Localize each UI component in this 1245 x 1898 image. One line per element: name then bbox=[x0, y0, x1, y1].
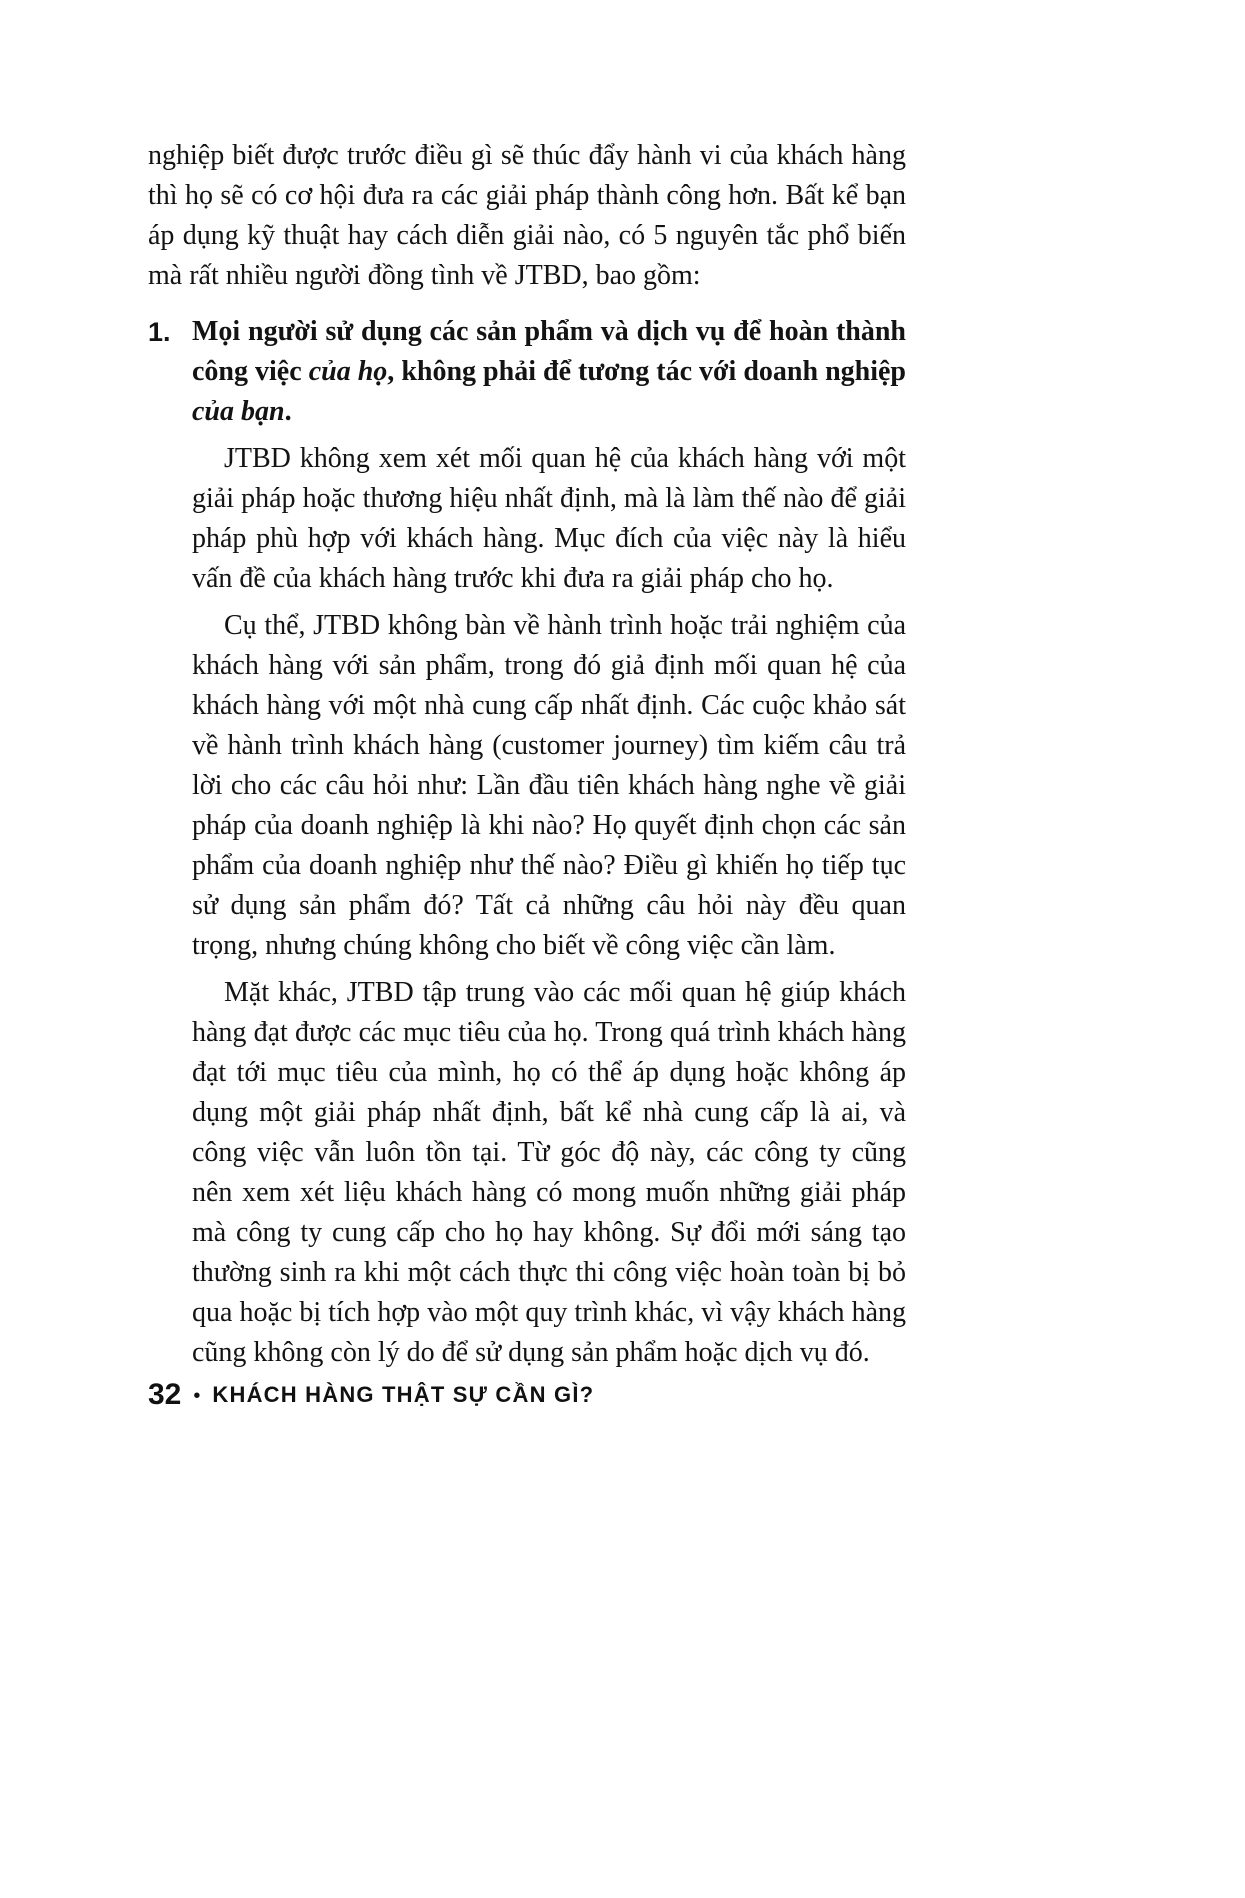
heading-text-3: . bbox=[284, 396, 292, 427]
heading-italic-1: của họ bbox=[308, 356, 388, 387]
page-footer bbox=[148, 1378, 594, 1412]
list-heading bbox=[192, 312, 906, 432]
list-number: 1. bbox=[148, 317, 171, 347]
heading-text-1: Mọi người sử dụng các sản phẩm và dịch vụ để hoàn thành công việc bbox=[192, 316, 906, 387]
body-paragraph: JTBD không xem xét mối quan hệ của khách hàng với một giải pháp hoặc thương hiệu nhất định, mà là làm thế nào để giải pháp phù hợp với khách hàng. Mục đích của việc này là hiểu vấn đề của khách hàng trước khi đưa ra giải pháp cho họ. bbox=[192, 443, 906, 594]
book-title: KHÁCH HÀNG THẬT SỰ CẦN GÌ? bbox=[212, 1382, 595, 1407]
heading-text-2: , không phải để tương tác với doanh nghiệp bbox=[387, 356, 906, 387]
page-number: 32 bbox=[148, 1378, 182, 1411]
numbered-list-item bbox=[148, 312, 906, 432]
footer-separator: • bbox=[193, 1384, 201, 1407]
body-paragraph: Cụ thể, JTBD không bàn về hành trình hoặc trải nghiệm của khách hàng với sản phẩm, trong đó giả định mối quan hệ của khách hàng với một nhà cung cấp nhất định. Các cuộc khảo sát về hành trình khách hàng (customer journey) tìm kiếm câu trả lời cho các câu hỏi như: Lần đầu tiên khách hàng nghe về giải pháp của doanh nghiệp là khi nào? Họ quyết định chọn các sản phẩm của doanh nghiệp như thế nào? Điều gì khiến họ tiếp tục sử dụng sản phẩm đó? Tất cả những câu hỏi này đều quan trọng, nhưng chúng không cho biết về công việc cần làm. bbox=[192, 610, 906, 961]
page-content bbox=[148, 136, 906, 1373]
heading-italic-2: của bạn bbox=[192, 396, 285, 427]
body-paragraph: Mặt khác, JTBD tập trung vào các mối quan hệ giúp khách hàng đạt được các mục tiêu của họ. Trong quá trình khách hàng đạt tới mục tiêu của mình, họ có thể áp dụng hoặc không áp dụng một giải pháp nhất định, bất kể nhà cung cấp là ai, và công việc vẫn luôn tồn tại. Từ góc độ này, các công ty cũng nên xem xét liệu khách hàng có mong muốn những giải pháp mà công ty cung cấp cho họ hay không. Sự đổi mới sáng tạo thường sinh ra khi một cách thực thi công việc hoàn toàn bị bỏ qua hoặc bị tích hợp vào một quy trình khác, vì vậy khách hàng cũng không còn lý do để sử dụng sản phẩm hoặc dịch vụ đó. bbox=[192, 977, 906, 1368]
intro-paragraph: nghiệp biết được trước điều gì sẽ thúc đẩy hành vi của khách hàng thì họ sẽ có cơ hội đưa ra các giải pháp thành công hơn. Bất kể bạn áp dụng kỹ thuật hay cách diễn giải nào, có 5 nguyên tắc phổ biến mà rất nhiều người đồng tình về JTBD, bao gồm: bbox=[148, 140, 906, 291]
